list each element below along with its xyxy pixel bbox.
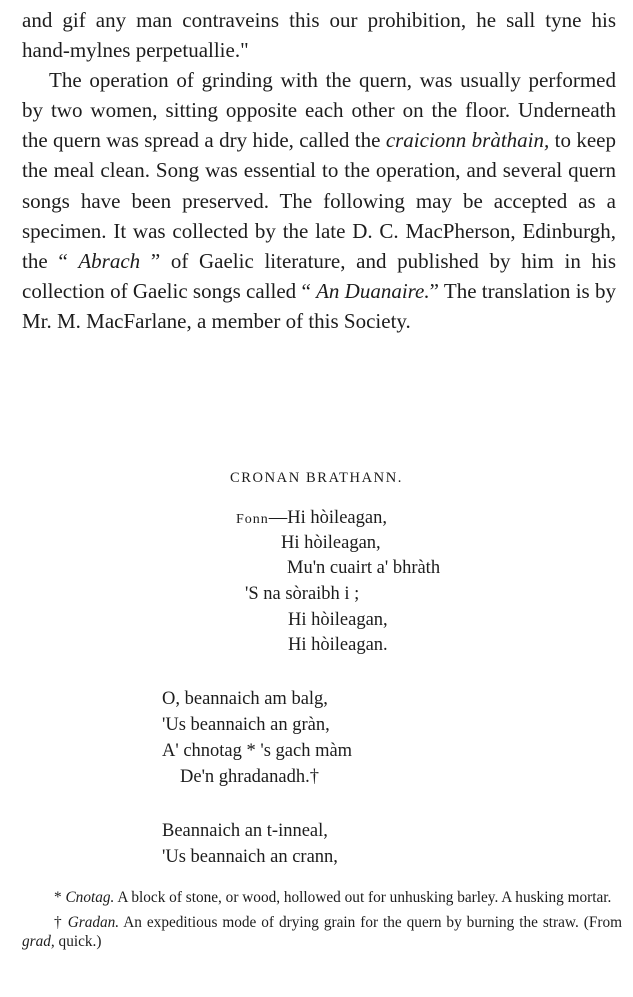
footnote-gradan [22, 913, 622, 952]
chorus-line: Hi hòileagan, [281, 533, 381, 553]
verse-line: De'n ghradanadh.† [180, 767, 319, 787]
footnotes [22, 888, 622, 957]
pen-name: Abrach [78, 248, 141, 273]
footnote-term: Gradan. [67, 913, 120, 931]
book-title: An Duanaire. [316, 278, 430, 303]
footnote-term: Cnotag. [65, 889, 115, 906]
footnote-mark: † [54, 913, 68, 931]
fonn-label: Fonn [236, 512, 269, 527]
footnote-cnotag [22, 888, 622, 908]
paragraph-text: ” The translation is by Mr. M. MacFarlane, a member of this Society. [22, 278, 616, 333]
chorus-first-line [236, 507, 387, 531]
footnote-text: An expeditious mode of drying grain for the quern by burning the straw. (From [119, 913, 622, 931]
paragraph-statute-quote [22, 5, 616, 65]
verse-text: —Hi hòileagan, [268, 508, 387, 528]
footnote-text: A block of stone, or wood, hollowed out for unhusking barley. A husking mortar. [114, 889, 612, 906]
paragraph-text: ” of Gaelic literature, and published by him in his collection of Gaelic songs called “ [22, 248, 617, 303]
gaelic-term: craicionn bràthain, [385, 128, 550, 153]
footnote-term: grad, [22, 933, 55, 950]
song-title: CRONAN BRATHANN. [229, 470, 404, 486]
verse-line: A' chnotag * 's gach màm [162, 741, 353, 761]
chorus-line: Hi hòileagan, [288, 610, 388, 630]
footnote-mark: * [54, 889, 66, 906]
paragraph-text: and gif any man contraveins this our prohibition, he sall tyne his hand-mylnes perpetuallie." [22, 8, 616, 63]
verse-line: O, beannaich am balg, [162, 689, 328, 709]
footnote-text: quick.) [54, 933, 102, 950]
chorus-line: Hi hòileagan. [288, 635, 388, 655]
paragraph-text: The operation of grinding with the quern, was usually performed by two women, sitting opposite each other on the floor. Underneath the quern was spread a dry hide, called the [22, 68, 616, 153]
chorus-line: 'S na sòraibh i ; [245, 584, 360, 604]
paragraph-quern-grinding [22, 65, 616, 336]
verse-line: 'Us beannaich an gràn, [162, 715, 330, 735]
body-text [22, 5, 616, 336]
chorus-line: Mu'n cuairt a' bhràth [287, 558, 441, 578]
paragraph-text: to keep the meal clean. Song was essential to the operation, and several quern songs have been preserved. The following may be accepted as a specimen. It was collected by the late D. C. MacPherson, Edinburgh, the “ [22, 128, 616, 273]
verse-line: 'Us beannaich an crann, [162, 847, 338, 867]
verse-line: Beannaich an t-inneal, [162, 821, 328, 841]
